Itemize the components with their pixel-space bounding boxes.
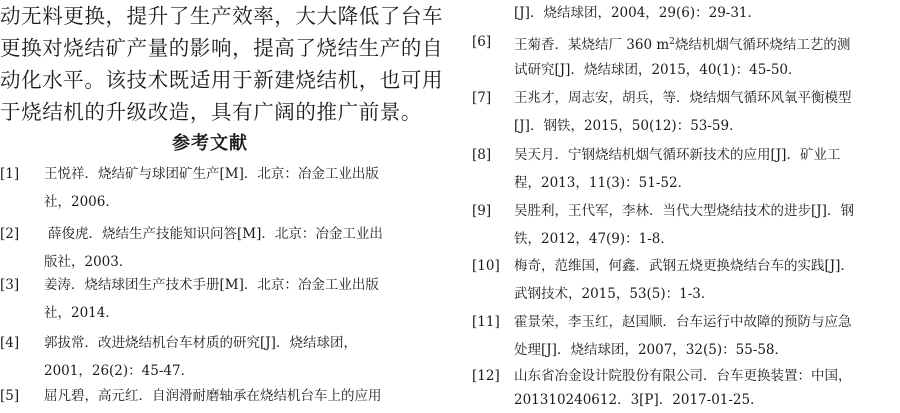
reference-text: 社，2006． <box>44 194 119 210</box>
reference-number: [10] <box>472 258 500 274</box>
reference-number: [12] <box>472 368 500 384</box>
reference-text: 版社，2003． <box>44 254 133 270</box>
body-text-line-2: 更换对烧结矿产量的影响，提高了烧结生产的自 <box>0 36 444 60</box>
reference-number: [3] <box>0 277 20 293</box>
reference-text: 屈凡碧，高元红．自润滑耐磨轴承在烧结机台车上的应用 <box>44 388 382 404</box>
reference-text: 王菊香．某烧结厂 360 $m^2$烧结机烟气循环烧结工艺的测 <box>514 37 851 53</box>
reference-text: 社，2014． <box>44 305 119 321</box>
reference-text: 程，2013，11(3)：51-52． <box>514 175 692 191</box>
body-text-line-4: 于烧结机的升级改造，具有广阔的推广前景。 <box>0 100 422 124</box>
reference-text: 王悦祥．烧结矿与球团矿生产[M]．北京：冶金工业出版 <box>44 166 379 182</box>
superscript: 2 <box>669 37 675 47</box>
reference-text: 山东省冶金设计院股份有限公司．台车更换装置：中国， <box>514 368 852 384</box>
reference-number: [2] <box>0 226 20 242</box>
reference-text: 梅奇，范维国，何鑫．武钢五烧更换烧结台车的实践[J]． <box>514 258 854 274</box>
reference-text: 201310240612．3[P]．2017-01-25． <box>514 392 764 408</box>
reference-text: 吴天月．宁钢烧结机烟气循环新技术的应用[J]．矿业工 <box>514 147 841 163</box>
reference-text: 试研究[J]．烧结球团，2015，40(1)：45-50． <box>514 62 802 78</box>
reference-number: [11] <box>472 314 500 330</box>
reference-text: 薛俊虎．烧结生产技能知识问答[M]．北京：冶金工业出 <box>48 226 383 242</box>
reference-number: [1] <box>0 166 20 182</box>
reference-number: [5] <box>0 388 20 404</box>
reference-number: [6] <box>472 34 492 50</box>
references-heading: 参考文献 <box>172 133 248 154</box>
reference-number: [9] <box>472 203 492 219</box>
reference-text: [J]．烧结球团，2004，29(6)：29-31． <box>514 5 762 21</box>
reference-text: 郭拔常．改进烧结机台车材质的研究[J]．烧结球团， <box>44 335 357 351</box>
reference-text: 吴胜利，王代军，李林．当代大型烧结技术的进步[J]．钢 <box>514 203 854 219</box>
reference-text: 姜涛．烧结球团生产技术手册[M]．北京：冶金工业出版 <box>44 277 379 293</box>
body-text-line-1: 动无料更换，提升了生产效率，大大降低了台车 <box>0 4 444 28</box>
reference-text: 霍景荣，李玉红，赵国顺．台车运行中故障的预防与应急 <box>514 314 852 330</box>
reference-number: [4] <box>0 335 20 351</box>
reference-text: [J]．钢铁，2015，50(12)：53-59． <box>514 118 743 134</box>
reference-text: 2001，26(2)：45-47． <box>44 363 195 379</box>
reference-text: 武钢技术，2015，53(5)：1-3． <box>514 286 715 302</box>
reference-text: 处理[J]．烧结球团，2007，32(5)：55-58． <box>514 342 789 358</box>
reference-text: 铁，2012，47(9)：1-8． <box>514 231 674 247</box>
body-text-line-3: 动化水平。该技术既适用于新建烧结机，也可用 <box>0 68 444 92</box>
reference-number: [8] <box>472 147 492 163</box>
reference-number: [7] <box>472 90 492 106</box>
reference-text: 王兆才，周志安，胡兵，等．烧结烟气循环风氧平衡模型 <box>514 90 852 106</box>
